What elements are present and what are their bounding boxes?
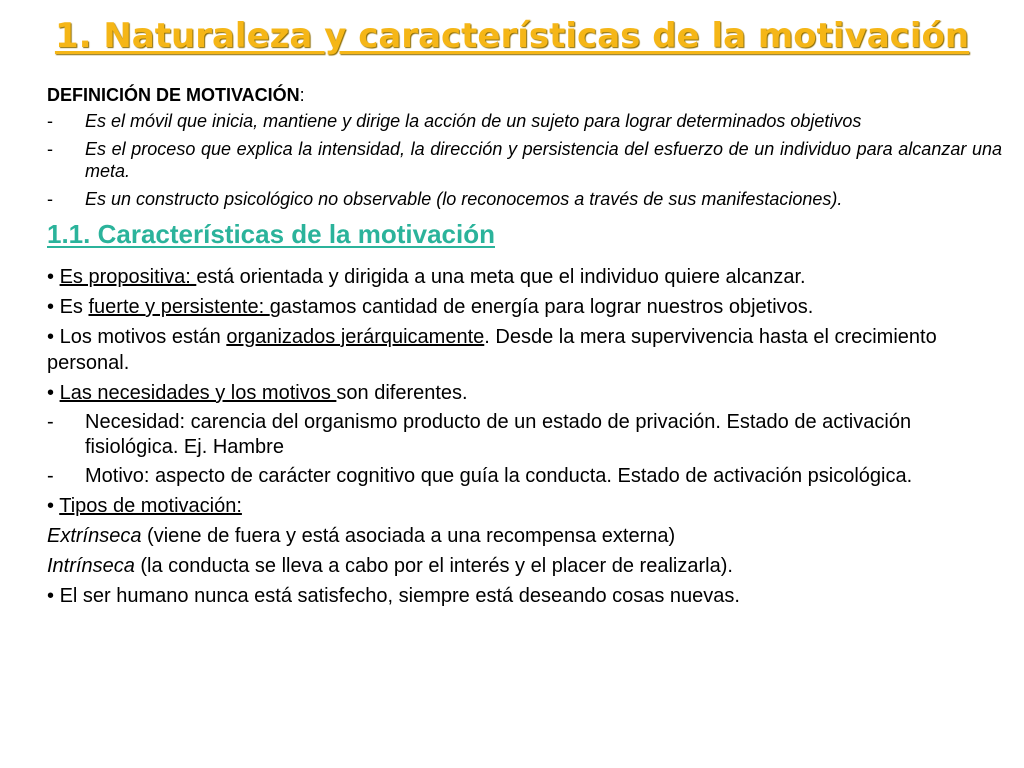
bullet-text: son diferentes.	[336, 382, 468, 404]
dash-marker: -	[47, 465, 54, 487]
bullet-item	[47, 493, 1002, 519]
bullet-text: gastamos cantidad de energía para lograr nuestros objetivos.	[269, 296, 814, 318]
sub-item-text: Necesidad: carencia del organismo producto de un estado de privación. Estado de activación fisiológica. Ej. Hambre	[85, 411, 912, 458]
intrinsic-term: Intrínseca	[47, 555, 135, 577]
bullet-key: organizados jerárquicamente	[226, 326, 485, 348]
section-title: 1.1. Características de la motivación	[47, 219, 495, 249]
sub-item	[47, 464, 1002, 489]
bullet-marker: •	[47, 326, 55, 348]
bullet-marker: •	[47, 585, 55, 607]
bullet-text: está orientada y dirigida a una meta que el individuo quiere alcanzar.	[196, 266, 806, 288]
motivation-type-intrinsic	[47, 553, 1002, 579]
extrinsic-term: Extrínseca	[47, 525, 142, 547]
bullet-item	[47, 324, 1002, 376]
slide-title: 1. Naturaleza y características de la motivación	[54, 16, 970, 56]
bullet-text: . Desde la mera supervivencia hasta el crecimiento personal.	[47, 326, 937, 374]
bullet-marker: •	[47, 296, 55, 318]
dash-marker: -	[47, 189, 53, 209]
bullet-marker: •	[47, 266, 55, 288]
intrinsic-text: (la conducta se lleva a cabo por el interés y el placer de realizarla).	[134, 555, 733, 577]
definition-item	[47, 188, 1002, 210]
bullet-item	[47, 583, 1002, 609]
bullet-key: Es propositiva:	[59, 266, 197, 288]
extrinsic-text: (viene de fuera y está asociada a una recompensa externa)	[141, 525, 676, 547]
sub-item-text: Motivo: aspecto de carácter cognitivo que guía la conducta. Estado de activación psicológica.	[85, 465, 913, 487]
bullet-key: Las necesidades y los motivos	[59, 382, 337, 404]
definition-item	[47, 110, 1002, 132]
bullet-text: Es	[59, 296, 89, 318]
definition-heading-colon: :	[299, 85, 305, 105]
definition-item	[47, 138, 1002, 182]
definition-heading-text: DEFINICIÓN DE MOTIVACIÓN	[47, 85, 300, 105]
sub-item	[47, 410, 1002, 460]
motivation-type-extrinsic	[47, 523, 1002, 549]
bullet-item	[47, 294, 1002, 320]
dash-marker: -	[47, 111, 53, 131]
definition-item-text: Es el proceso que explica la intensidad, la dirección y persistencia del esfuerzo de un individuo para alcanzar una meta.	[85, 139, 1002, 181]
bullet-marker: •	[47, 495, 55, 517]
definition-item-text: Es el móvil que inicia, mantiene y dirige la acción de un sujeto para lograr determinados objetivos	[85, 111, 862, 131]
bullet-text: Los motivos están	[59, 326, 227, 348]
definition-item-text: Es un constructo psicológico no observable (lo reconocemos a través de sus manifestaciones).	[85, 189, 843, 209]
slide-content	[47, 84, 1002, 613]
bullet-item	[47, 380, 1002, 406]
dash-marker: -	[47, 411, 54, 433]
bullet-key: Tipos de motivación:	[59, 495, 242, 517]
bullet-marker: •	[47, 382, 55, 404]
bullet-text: El ser humano nunca está satisfecho, siempre está deseando cosas nuevas.	[59, 585, 740, 607]
bullet-key: fuerte y persistente:	[88, 296, 270, 318]
dash-marker: -	[47, 139, 53, 159]
definition-heading	[47, 84, 1002, 106]
bullet-item	[47, 264, 1002, 290]
